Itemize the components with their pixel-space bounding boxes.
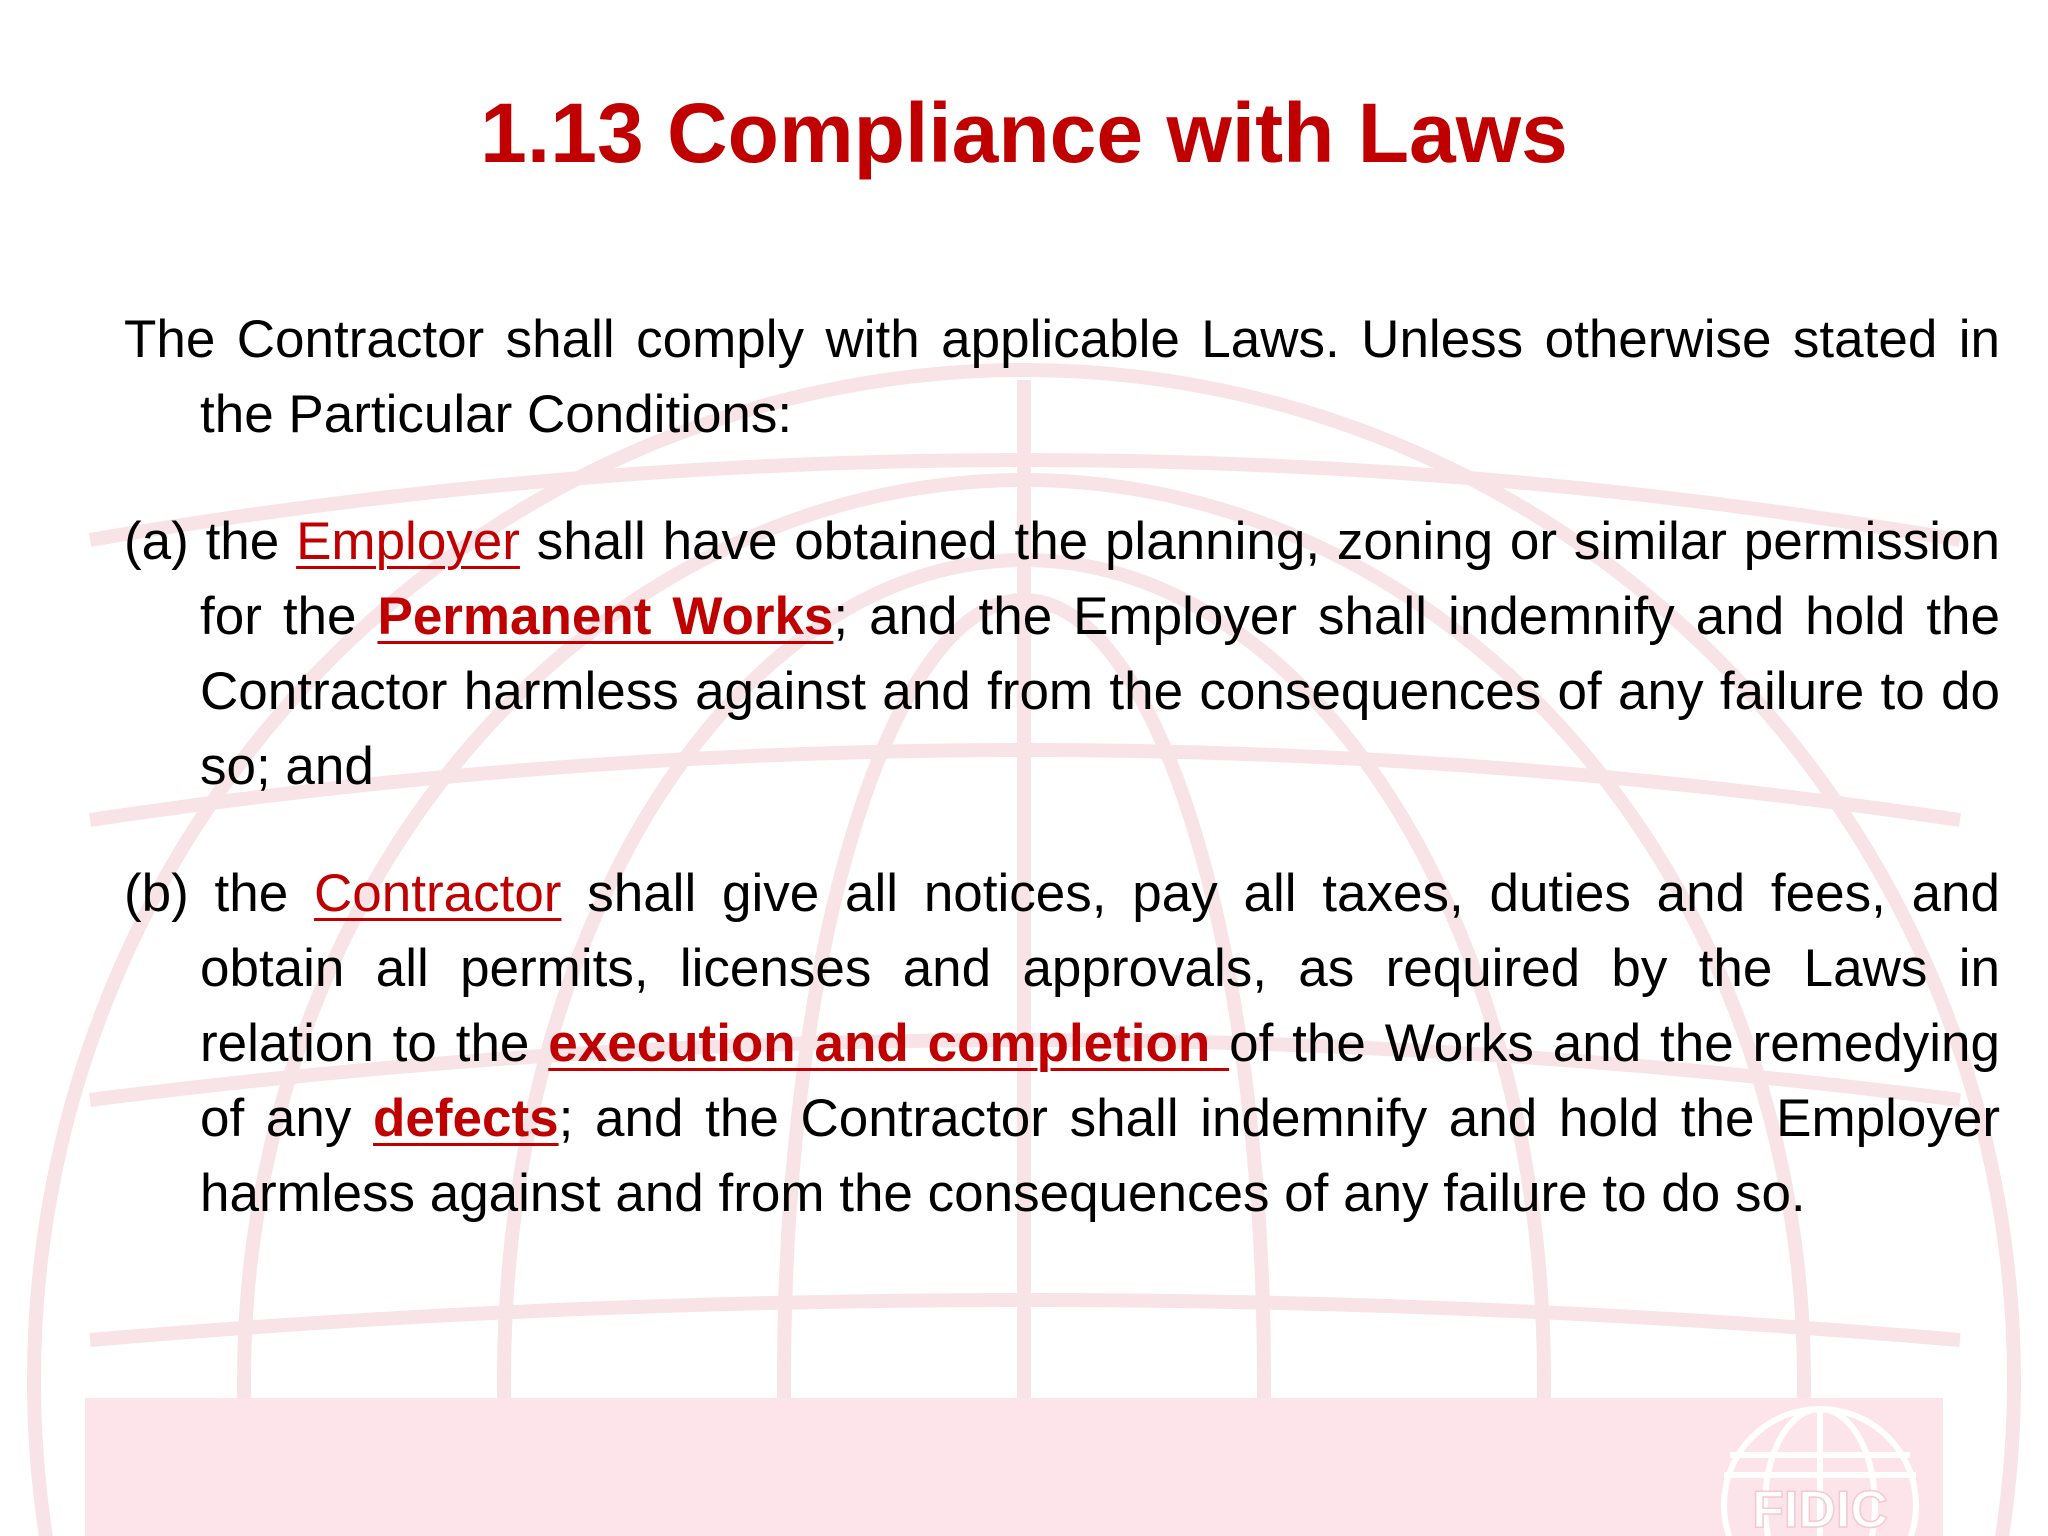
clause-b-paragraph [124, 856, 2000, 1231]
fidic-logo-text: FIDIC [1752, 1481, 1888, 1536]
clause-a-text-1: shall have obtained the planning, zoning or similar permission for the [200, 512, 2000, 646]
clause-a-paragraph [124, 504, 2000, 804]
clause-a-lead: (a) the [124, 512, 297, 571]
slide-title: 1.13 Compliance with Laws [480, 86, 1568, 180]
intro-paragraph [124, 302, 2000, 452]
contractor-link[interactable]: Contractor [314, 864, 562, 923]
footer-band [85, 1398, 1943, 1536]
clause-b-lead: (b) the [124, 864, 315, 923]
fidic-logo [1700, 1395, 1940, 1536]
intro-text: The Contractor shall comply with applicable Laws. Unless otherwise stated in the Particular Conditions: [124, 310, 2000, 444]
clause-b-text-2: of the Works and the remedying of any [200, 1014, 2000, 1148]
execution-and-completion-link[interactable]: execution and completion [548, 1014, 1230, 1073]
defects-link[interactable]: defects [373, 1089, 559, 1148]
employer-link[interactable]: Employer [296, 512, 520, 571]
clause-a-text-2: ; and the Employer shall indemnify and hold the Contractor harmless against and from the consequences of any failure to do so; and [200, 587, 2001, 796]
permanent-works-link[interactable]: Permanent Works [377, 587, 834, 646]
clause-b-text-1: shall give all notices, pay all taxes, duties and fees, and obtain all permits, licenses and approvals, as required by the Laws in relation to the [200, 864, 2000, 1073]
clause-b-text-3: ; and the Contractor shall indemnify and hold the Employer harmless against and from the consequences of any failure to do so. [200, 1089, 2001, 1223]
